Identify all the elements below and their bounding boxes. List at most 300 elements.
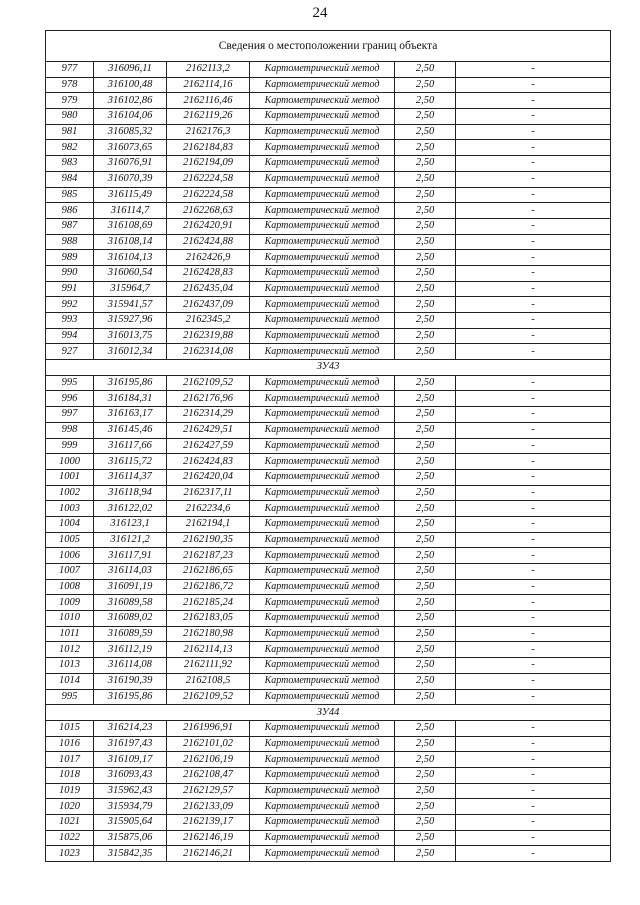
table-caption-row: [46, 31, 611, 62]
x-coordinate-cell: 315875,06: [94, 830, 167, 846]
y-coordinate-cell: 2162119,26: [167, 109, 250, 125]
description-cell: -: [456, 93, 611, 109]
x-coordinate-cell: 316108,69: [94, 218, 167, 234]
point-number-cell: 993: [46, 313, 94, 329]
table-row: [46, 156, 611, 172]
table-row: [46, 579, 611, 595]
table-row: [46, 626, 611, 642]
section-header-row: [46, 705, 611, 721]
method-cell: Картометрический метод: [250, 846, 395, 862]
point-number-cell: 999: [46, 438, 94, 454]
point-number-cell: 927: [46, 344, 94, 360]
point-number-cell: 980: [46, 109, 94, 125]
point-number-cell: 1001: [46, 469, 94, 485]
method-cell: Картометрический метод: [250, 752, 395, 768]
description-cell: -: [456, 375, 611, 391]
accuracy-cell: 2,50: [395, 407, 456, 423]
table-row: [46, 595, 611, 611]
method-cell: Картометрический метод: [250, 234, 395, 250]
point-number-cell: 1000: [46, 454, 94, 470]
x-coordinate-cell: 316197,43: [94, 736, 167, 752]
point-number-cell: 1011: [46, 626, 94, 642]
accuracy-cell: 2,50: [395, 673, 456, 689]
y-coordinate-cell: 2162183,05: [167, 611, 250, 627]
accuracy-cell: 2,50: [395, 140, 456, 156]
point-number-cell: 983: [46, 156, 94, 172]
y-coordinate-cell: 2162190,35: [167, 532, 250, 548]
y-coordinate-cell: 2162186,65: [167, 564, 250, 580]
x-coordinate-cell: 316091,19: [94, 579, 167, 595]
y-coordinate-cell: 2162268,63: [167, 203, 250, 219]
point-number-cell: 995: [46, 375, 94, 391]
y-coordinate-cell: 2162113,2: [167, 62, 250, 78]
y-coordinate-cell: 2162146,21: [167, 846, 250, 862]
x-coordinate-cell: 316096,11: [94, 62, 167, 78]
method-cell: Картометрический метод: [250, 328, 395, 344]
description-cell: -: [456, 407, 611, 423]
method-cell: Картометрический метод: [250, 109, 395, 125]
point-number-cell: 1006: [46, 548, 94, 564]
accuracy-cell: 2,50: [395, 830, 456, 846]
table-row: [46, 218, 611, 234]
x-coordinate-cell: 316121,2: [94, 532, 167, 548]
table-row: [46, 297, 611, 313]
table-row: [46, 516, 611, 532]
y-coordinate-cell: 2162437,09: [167, 297, 250, 313]
table-row: [46, 422, 611, 438]
y-coordinate-cell: 2162180,98: [167, 626, 250, 642]
method-cell: Картометрический метод: [250, 218, 395, 234]
y-coordinate-cell: 2162317,11: [167, 485, 250, 501]
x-coordinate-cell: 316114,08: [94, 658, 167, 674]
table-row: [46, 375, 611, 391]
x-coordinate-cell: 315934,79: [94, 799, 167, 815]
y-coordinate-cell: 2162194,1: [167, 516, 250, 532]
y-coordinate-cell: 2162420,91: [167, 218, 250, 234]
accuracy-cell: 2,50: [395, 611, 456, 627]
x-coordinate-cell: 316076,91: [94, 156, 167, 172]
y-coordinate-cell: 2162429,51: [167, 422, 250, 438]
accuracy-cell: 2,50: [395, 265, 456, 281]
x-coordinate-cell: 316104,13: [94, 250, 167, 266]
method-cell: Картометрический метод: [250, 736, 395, 752]
table-row: [46, 564, 611, 580]
x-coordinate-cell: 316117,66: [94, 438, 167, 454]
point-number-cell: 992: [46, 297, 94, 313]
x-coordinate-cell: 316089,58: [94, 595, 167, 611]
y-coordinate-cell: 2162186,72: [167, 579, 250, 595]
table-row: [46, 93, 611, 109]
method-cell: Картометрический метод: [250, 642, 395, 658]
point-number-cell: 994: [46, 328, 94, 344]
table-row: [46, 281, 611, 297]
accuracy-cell: 2,50: [395, 501, 456, 517]
table-row: [46, 689, 611, 705]
description-cell: -: [456, 579, 611, 595]
method-cell: Картометрический метод: [250, 313, 395, 329]
x-coordinate-cell: 316013,75: [94, 328, 167, 344]
description-cell: -: [456, 438, 611, 454]
accuracy-cell: 2,50: [395, 109, 456, 125]
accuracy-cell: 2,50: [395, 642, 456, 658]
description-cell: -: [456, 187, 611, 203]
method-cell: Картометрический метод: [250, 673, 395, 689]
y-coordinate-cell: 2162426,9: [167, 250, 250, 266]
point-number-cell: 987: [46, 218, 94, 234]
description-cell: -: [456, 171, 611, 187]
method-cell: Картометрический метод: [250, 830, 395, 846]
x-coordinate-cell: 316089,02: [94, 611, 167, 627]
y-coordinate-cell: 2162176,96: [167, 391, 250, 407]
description-cell: -: [456, 328, 611, 344]
method-cell: Картометрический метод: [250, 626, 395, 642]
method-cell: Картометрический метод: [250, 611, 395, 627]
table-row: [46, 830, 611, 846]
accuracy-cell: 2,50: [395, 375, 456, 391]
description-cell: -: [456, 815, 611, 831]
description-cell: -: [456, 736, 611, 752]
point-number-cell: 1013: [46, 658, 94, 674]
y-coordinate-cell: 2162314,08: [167, 344, 250, 360]
x-coordinate-cell: 316115,49: [94, 187, 167, 203]
table-row: [46, 187, 611, 203]
accuracy-cell: 2,50: [395, 391, 456, 407]
table-row: [46, 642, 611, 658]
point-number-cell: 981: [46, 124, 94, 140]
description-cell: -: [456, 673, 611, 689]
table-row: [46, 328, 611, 344]
method-cell: Картометрический метод: [250, 93, 395, 109]
x-coordinate-cell: 316184,31: [94, 391, 167, 407]
point-number-cell: 1004: [46, 516, 94, 532]
x-coordinate-cell: 316123,1: [94, 516, 167, 532]
x-coordinate-cell: 316073,65: [94, 140, 167, 156]
method-cell: Картометрический метод: [250, 375, 395, 391]
description-cell: -: [456, 830, 611, 846]
method-cell: Картометрический метод: [250, 77, 395, 93]
method-cell: Картометрический метод: [250, 297, 395, 313]
accuracy-cell: 2,50: [395, 548, 456, 564]
point-number-cell: 977: [46, 62, 94, 78]
section-title: ЗУ44: [46, 705, 611, 721]
accuracy-cell: 2,50: [395, 532, 456, 548]
method-cell: Картометрический метод: [250, 783, 395, 799]
y-coordinate-cell: 2162114,13: [167, 642, 250, 658]
description-cell: -: [456, 799, 611, 815]
table-row: [46, 203, 611, 219]
description-cell: -: [456, 720, 611, 736]
method-cell: Картометрический метод: [250, 140, 395, 156]
accuracy-cell: 2,50: [395, 218, 456, 234]
x-coordinate-cell: 316117,91: [94, 548, 167, 564]
y-coordinate-cell: 2162194,09: [167, 156, 250, 172]
x-coordinate-cell: 315962,43: [94, 783, 167, 799]
y-coordinate-cell: 2162129,57: [167, 783, 250, 799]
method-cell: Картометрический метод: [250, 407, 395, 423]
accuracy-cell: 2,50: [395, 438, 456, 454]
method-cell: Картометрический метод: [250, 62, 395, 78]
table-row: [46, 109, 611, 125]
description-cell: -: [456, 250, 611, 266]
x-coordinate-cell: 316012,34: [94, 344, 167, 360]
x-coordinate-cell: 315927,96: [94, 313, 167, 329]
table-row: [46, 62, 611, 78]
method-cell: Картометрический метод: [250, 689, 395, 705]
accuracy-cell: 2,50: [395, 281, 456, 297]
point-number-cell: 1022: [46, 830, 94, 846]
table-row: [46, 469, 611, 485]
method-cell: Картометрический метод: [250, 658, 395, 674]
table-row: [46, 783, 611, 799]
accuracy-cell: 2,50: [395, 767, 456, 783]
x-coordinate-cell: 316102,86: [94, 93, 167, 109]
table-row: [46, 501, 611, 517]
section-title: ЗУ43: [46, 360, 611, 376]
point-number-cell: 991: [46, 281, 94, 297]
accuracy-cell: 2,50: [395, 313, 456, 329]
accuracy-cell: 2,50: [395, 454, 456, 470]
point-number-cell: 1020: [46, 799, 94, 815]
table-row: [46, 344, 611, 360]
accuracy-cell: 2,50: [395, 328, 456, 344]
accuracy-cell: 2,50: [395, 187, 456, 203]
description-cell: -: [456, 234, 611, 250]
description-cell: -: [456, 626, 611, 642]
method-cell: Картометрический метод: [250, 516, 395, 532]
accuracy-cell: 2,50: [395, 344, 456, 360]
description-cell: -: [456, 156, 611, 172]
table-row: [46, 265, 611, 281]
y-coordinate-cell: 2162106,19: [167, 752, 250, 768]
x-coordinate-cell: 315964,7: [94, 281, 167, 297]
y-coordinate-cell: 2162424,83: [167, 454, 250, 470]
description-cell: -: [456, 548, 611, 564]
point-number-cell: 1012: [46, 642, 94, 658]
description-cell: -: [456, 140, 611, 156]
y-coordinate-cell: 2162139,17: [167, 815, 250, 831]
x-coordinate-cell: 316108,14: [94, 234, 167, 250]
description-cell: -: [456, 595, 611, 611]
accuracy-cell: 2,50: [395, 783, 456, 799]
accuracy-cell: 2,50: [395, 658, 456, 674]
description-cell: -: [456, 109, 611, 125]
y-coordinate-cell: 2162187,23: [167, 548, 250, 564]
table-row: [46, 485, 611, 501]
accuracy-cell: 2,50: [395, 516, 456, 532]
y-coordinate-cell: 2162116,46: [167, 93, 250, 109]
x-coordinate-cell: 316093,43: [94, 767, 167, 783]
x-coordinate-cell: 316109,17: [94, 752, 167, 768]
table-row: [46, 313, 611, 329]
point-number-cell: 995: [46, 689, 94, 705]
description-cell: -: [456, 62, 611, 78]
x-coordinate-cell: 316070,39: [94, 171, 167, 187]
y-coordinate-cell: 2162109,52: [167, 689, 250, 705]
table-row: [46, 77, 611, 93]
point-number-cell: 1017: [46, 752, 94, 768]
description-cell: -: [456, 564, 611, 580]
point-number-cell: 984: [46, 171, 94, 187]
x-coordinate-cell: 316114,7: [94, 203, 167, 219]
point-number-cell: 982: [46, 140, 94, 156]
accuracy-cell: 2,50: [395, 62, 456, 78]
page-number: 24: [312, 5, 328, 21]
method-cell: Картометрический метод: [250, 438, 395, 454]
table-caption: Сведения о местоположении границ объекта: [46, 31, 611, 62]
x-coordinate-cell: 316195,86: [94, 375, 167, 391]
accuracy-cell: 2,50: [395, 297, 456, 313]
table-row: [46, 548, 611, 564]
method-cell: Картометрический метод: [250, 391, 395, 407]
table-row: [46, 658, 611, 674]
method-cell: Картометрический метод: [250, 250, 395, 266]
description-cell: -: [456, 124, 611, 140]
accuracy-cell: 2,50: [395, 626, 456, 642]
point-number-cell: 978: [46, 77, 94, 93]
method-cell: Картометрический метод: [250, 171, 395, 187]
point-number-cell: 1008: [46, 579, 94, 595]
table-row: [46, 438, 611, 454]
description-cell: -: [456, 391, 611, 407]
accuracy-cell: 2,50: [395, 564, 456, 580]
accuracy-cell: 2,50: [395, 422, 456, 438]
y-coordinate-cell: 2162146,19: [167, 830, 250, 846]
y-coordinate-cell: 2162108,47: [167, 767, 250, 783]
method-cell: Картометрический метод: [250, 344, 395, 360]
description-cell: -: [456, 203, 611, 219]
accuracy-cell: 2,50: [395, 124, 456, 140]
point-number-cell: 1016: [46, 736, 94, 752]
accuracy-cell: 2,50: [395, 846, 456, 862]
accuracy-cell: 2,50: [395, 469, 456, 485]
y-coordinate-cell: 2162314,29: [167, 407, 250, 423]
point-number-cell: 997: [46, 407, 94, 423]
method-cell: Картометрический метод: [250, 469, 395, 485]
method-cell: Картометрический метод: [250, 485, 395, 501]
method-cell: Картометрический метод: [250, 799, 395, 815]
accuracy-cell: 2,50: [395, 579, 456, 595]
table-row: [46, 815, 611, 831]
table-row: [46, 250, 611, 266]
description-cell: -: [456, 642, 611, 658]
table-row: [46, 720, 611, 736]
accuracy-cell: 2,50: [395, 720, 456, 736]
table-row: [46, 391, 611, 407]
y-coordinate-cell: 2162345,2: [167, 313, 250, 329]
y-coordinate-cell: 2162176,3: [167, 124, 250, 140]
x-coordinate-cell: 316114,03: [94, 564, 167, 580]
table-row: [46, 767, 611, 783]
table-row: [46, 454, 611, 470]
description-cell: -: [456, 313, 611, 329]
description-cell: -: [456, 846, 611, 862]
method-cell: Картометрический метод: [250, 564, 395, 580]
x-coordinate-cell: 316089,59: [94, 626, 167, 642]
description-cell: -: [456, 281, 611, 297]
point-number-cell: 1018: [46, 767, 94, 783]
point-number-cell: 985: [46, 187, 94, 203]
accuracy-cell: 2,50: [395, 77, 456, 93]
x-coordinate-cell: 316145,46: [94, 422, 167, 438]
accuracy-cell: 2,50: [395, 203, 456, 219]
method-cell: Картометрический метод: [250, 595, 395, 611]
x-coordinate-cell: 315905,64: [94, 815, 167, 831]
point-number-cell: 979: [46, 93, 94, 109]
description-cell: -: [456, 485, 611, 501]
accuracy-cell: 2,50: [395, 815, 456, 831]
method-cell: Картометрический метод: [250, 156, 395, 172]
table-row: [46, 407, 611, 423]
accuracy-cell: 2,50: [395, 689, 456, 705]
description-cell: -: [456, 501, 611, 517]
table-row: [46, 673, 611, 689]
description-cell: -: [456, 611, 611, 627]
y-coordinate-cell: 2162224,58: [167, 171, 250, 187]
x-coordinate-cell: 316112,19: [94, 642, 167, 658]
x-coordinate-cell: 316163,17: [94, 407, 167, 423]
method-cell: Картометрический метод: [250, 124, 395, 140]
x-coordinate-cell: 316114,37: [94, 469, 167, 485]
description-cell: -: [456, 532, 611, 548]
x-coordinate-cell: 316104,06: [94, 109, 167, 125]
accuracy-cell: 2,50: [395, 736, 456, 752]
point-number-cell: 1023: [46, 846, 94, 862]
point-number-cell: 986: [46, 203, 94, 219]
accuracy-cell: 2,50: [395, 799, 456, 815]
point-number-cell: 998: [46, 422, 94, 438]
description-cell: -: [456, 783, 611, 799]
x-coordinate-cell: 316100,48: [94, 77, 167, 93]
y-coordinate-cell: 2162133,09: [167, 799, 250, 815]
method-cell: Картометрический метод: [250, 422, 395, 438]
point-number-cell: 1003: [46, 501, 94, 517]
y-coordinate-cell: 2162109,52: [167, 375, 250, 391]
table-row: [46, 532, 611, 548]
y-coordinate-cell: 2162319,88: [167, 328, 250, 344]
x-coordinate-cell: 316214,23: [94, 720, 167, 736]
description-cell: -: [456, 265, 611, 281]
y-coordinate-cell: 2162108,5: [167, 673, 250, 689]
accuracy-cell: 2,50: [395, 595, 456, 611]
x-coordinate-cell: 316115,72: [94, 454, 167, 470]
y-coordinate-cell: 2162224,58: [167, 187, 250, 203]
description-cell: -: [456, 689, 611, 705]
description-cell: -: [456, 752, 611, 768]
x-coordinate-cell: 316122,02: [94, 501, 167, 517]
description-cell: -: [456, 469, 611, 485]
description-cell: -: [456, 344, 611, 360]
method-cell: Картометрический метод: [250, 501, 395, 517]
table-row: [46, 736, 611, 752]
method-cell: Картометрический метод: [250, 579, 395, 595]
y-coordinate-cell: 2162428,83: [167, 265, 250, 281]
accuracy-cell: 2,50: [395, 156, 456, 172]
point-number-cell: 1021: [46, 815, 94, 831]
table-row: [46, 140, 611, 156]
table-row: [46, 611, 611, 627]
table-row: [46, 799, 611, 815]
description-cell: -: [456, 454, 611, 470]
point-number-cell: 1007: [46, 564, 94, 580]
point-number-cell: 1005: [46, 532, 94, 548]
description-cell: -: [456, 422, 611, 438]
x-coordinate-cell: 316118,94: [94, 485, 167, 501]
method-cell: Картометрический метод: [250, 281, 395, 297]
x-coordinate-cell: 316060,54: [94, 265, 167, 281]
accuracy-cell: 2,50: [395, 171, 456, 187]
accuracy-cell: 2,50: [395, 752, 456, 768]
y-coordinate-cell: 2162184,83: [167, 140, 250, 156]
